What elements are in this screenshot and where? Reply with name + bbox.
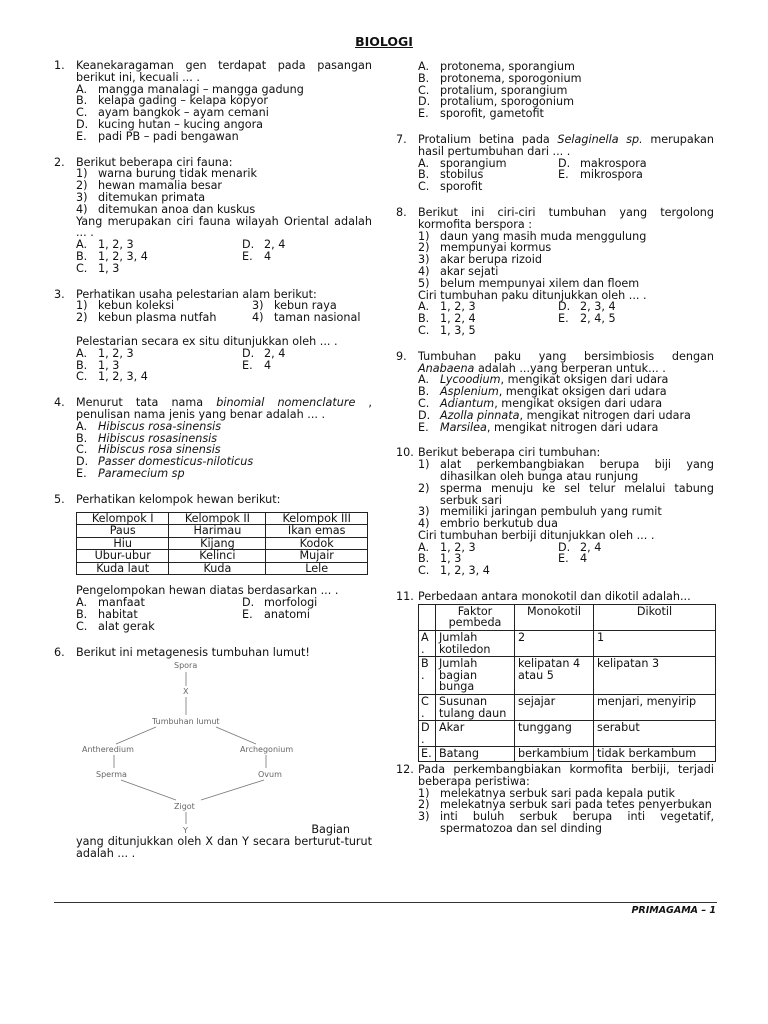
option-c[interactable]: C. protalium, sporangium <box>418 83 568 97</box>
option-b[interactable]: B. 1, 3 <box>418 552 462 566</box>
table-row: Kelompok I Kelompok II Kelompok III <box>77 512 368 525</box>
question-6-options <box>396 61 714 120</box>
diagram-label-spora: Spora <box>174 661 198 671</box>
option-e[interactable]: E. 4 <box>558 552 588 566</box>
option-a[interactable]: A. 1, 2, 3 <box>76 238 134 252</box>
footer-divider <box>54 902 717 903</box>
question-tail: Bagian yang ditunjukkan oleh X dan Y secara berturut-turut adalah ... . <box>76 823 372 861</box>
option-e[interactable]: E. 4 <box>242 249 272 263</box>
options-grid <box>76 597 372 632</box>
diagram-label-y: Y <box>183 826 188 836</box>
question-1 <box>54 60 372 143</box>
question-number: 8. <box>396 205 407 219</box>
option-d[interactable]: D. Passer domesticus-niloticus <box>76 455 254 469</box>
question-number: 3. <box>54 287 65 301</box>
list-item: 1) daun yang masih muda menggulung <box>418 229 647 243</box>
options-grid <box>418 158 714 193</box>
diagram-label-tumbuhan-lumut: Tumbuhan lumut <box>152 717 220 727</box>
list-item: 1) alat perkembangbiakan berupa biji yang dihasilkan oleh bunga atau runjung <box>418 458 714 483</box>
option-a[interactable]: A. sporangium <box>418 156 507 170</box>
option-d[interactable]: D. morfologi <box>242 596 318 610</box>
question-number: 2. <box>54 155 65 169</box>
options-grid <box>76 348 372 383</box>
table-row: C . Susunan tulang daun sejajar menjari, menyirip <box>419 695 716 721</box>
question-number: 9. <box>396 349 407 363</box>
diagram-label-ovum: Ovum <box>258 770 282 780</box>
question-prompt: Pengelompokan hewan diatas berdasarkan ... . <box>76 584 339 598</box>
option-b[interactable]: B. 1, 3 <box>76 358 120 372</box>
list-item: 2) kebun plasma nutfah <box>76 311 217 325</box>
diagram-label-antheridium: Antheredium <box>82 745 134 755</box>
list-item: 3) kebun raya <box>252 299 337 313</box>
option-text: ayam bangkok – ayam cemani <box>98 106 269 120</box>
option-c[interactable]: C. 1, 2, 3, 4 <box>76 370 148 384</box>
question-7 <box>396 134 714 193</box>
diagram-label-sperma: Sperma <box>96 770 127 780</box>
table-row: Kuda laut Kuda Lele <box>77 562 368 575</box>
list-item: 3) inti buluh serbuk berupa inti vegetatif, spermatozoa dan sel dinding <box>418 810 714 835</box>
option-c[interactable]: C. sporofit <box>418 180 483 194</box>
table-row: Ubur-ubur Kelinci Mujair <box>77 550 368 563</box>
option-c[interactable]: C. 1, 3 <box>76 261 120 275</box>
option-a[interactable]: A. protonema, sporangium <box>418 60 575 73</box>
question-stem: Perhatikan usaha pelestarian alam berikut: <box>76 287 317 301</box>
question-stem: Keanekaragaman gen terdapat pada pasangan berikut ini, kecuali ... . <box>76 59 372 84</box>
question-5 <box>54 494 372 633</box>
option-key: A. <box>76 82 88 96</box>
option-d[interactable]: D. 2, 4 <box>242 238 286 252</box>
question-number: 7. <box>396 132 407 146</box>
list-item: 3) akar berupa rizoid <box>418 253 542 267</box>
diagram-label-x: X <box>183 687 189 697</box>
question-8 <box>396 207 714 337</box>
option-b[interactable]: B. Asplenium, mengikat oksigen dari udara <box>418 385 667 399</box>
option-text: padi PB – padi bengawan <box>98 129 239 143</box>
question-prompt: Yang merupakan ciri fauna wilayah Oriental adalah ... . <box>76 214 372 240</box>
question-2 <box>54 157 372 275</box>
option-e[interactable]: E. 2, 4, 5 <box>558 312 616 326</box>
diagram-label-zigot: Zigot <box>174 802 195 812</box>
option-c[interactable]: C. Hibiscus rosa sinensis <box>76 443 221 457</box>
question-stem: Berikut ini ciri-ciri tumbuhan yang tergolong kormofita berspora : <box>418 205 714 231</box>
list-item: 1) melekatnya serbuk sari pada kepala putik <box>418 786 675 800</box>
option-d[interactable]: D. 2, 4 <box>558 540 602 554</box>
items-grid <box>76 300 372 324</box>
diagram-label-archegonium: Archegonium <box>240 745 294 755</box>
question-stem: Protalium betina pada Selaginella sp. merupakan hasil pertumbuhan dari ... . <box>418 132 714 158</box>
question-6 <box>54 647 372 860</box>
left-column <box>54 60 372 860</box>
question-12 <box>396 764 714 835</box>
option-key: C. <box>76 106 88 120</box>
question-prompt: Ciri tumbuhan berbiji ditunjukkan oleh ... . <box>418 528 655 542</box>
option-e[interactable]: E. 4 <box>242 358 272 372</box>
list-item: 2) mempunyai kormus <box>418 241 552 255</box>
question-number: 5. <box>54 492 65 506</box>
table-row: Paus Harimau Ikan emas <box>77 525 368 538</box>
option-key: E. <box>76 129 87 143</box>
table-row: Hiu Kijang Kodok <box>77 537 368 550</box>
question-number: 12. <box>396 763 414 776</box>
options-grid <box>418 301 714 336</box>
question-4 <box>54 397 372 480</box>
option-text: kucing hutan – kucing angora <box>98 117 264 131</box>
option-d[interactable]: D. 2, 4 <box>242 346 286 360</box>
question-prompt: Pelestarian secara ex situ ditunjukkan oleh ... . <box>76 334 338 348</box>
list-item: 1) kebun koleksi <box>76 299 175 313</box>
option-b[interactable]: B. Hibiscus rosasinensis <box>76 431 218 445</box>
list-item: 5) belum mempunyai xilem dan floem <box>418 276 640 290</box>
option-c[interactable]: C. 1, 2, 3, 4 <box>418 564 490 578</box>
option-a[interactable]: A. 1, 2, 3 <box>76 346 134 360</box>
list-item: 4) akar sejati <box>418 264 499 278</box>
list-item: 4) taman nasional <box>252 311 361 325</box>
option-text: kelapa gading – kelapa kopyor <box>98 94 269 108</box>
table-row: A . Jumlah kotiledon 2 1 <box>419 631 716 657</box>
question-stem: Berikut beberapa ciri fauna: <box>76 155 233 169</box>
option-e[interactable]: E. mikrospora <box>558 168 643 182</box>
option-key: D. <box>76 117 89 131</box>
page-footer: PRIMAGAMA – 1 <box>631 905 716 916</box>
option-a[interactable]: A. 1, 2, 3 <box>418 300 476 314</box>
list-item: 3) ditemukan primata <box>76 190 206 204</box>
question-9 <box>396 351 714 434</box>
table-row: D . Akar tunggang serabut <box>419 721 716 747</box>
option-key: B. <box>76 94 88 108</box>
list-item: 1) warna burung tidak menarik <box>76 167 257 181</box>
option-text: mangga manalagi – mangga gadung <box>98 82 304 96</box>
question-number: 6. <box>54 645 65 659</box>
option-a[interactable]: A. Lycoodium, mengikat oksigen dari udara <box>418 373 669 387</box>
question-10 <box>396 447 714 577</box>
option-a[interactable]: A. 1, 2, 3 <box>418 540 476 554</box>
question-number: 4. <box>54 396 65 410</box>
option-d[interactable]: D. 2, 3, 4 <box>558 300 616 314</box>
option-c[interactable]: C. Adiantum, mengikat oksigen dari udara <box>418 396 663 410</box>
list-item: 3) memiliki jaringan pembuluh yang rumit <box>418 505 662 519</box>
metagenesis-diagram <box>76 660 376 838</box>
page-title: BIOLOGI <box>355 34 413 49</box>
question-11 <box>396 591 714 762</box>
question-3 <box>54 289 372 384</box>
list-item: 2) melekatnya serbuk sari pada tetes penyerbukan <box>418 798 712 812</box>
option-b[interactable]: B. habitat <box>76 608 138 622</box>
option-b[interactable]: B. protonema, sporogonium <box>418 71 582 85</box>
option-b[interactable]: B. 1, 2, 3, 4 <box>76 249 148 263</box>
list-item: 4) embrio berkutub dua <box>418 517 558 531</box>
option-a[interactable]: A. manfaat <box>76 596 145 610</box>
option-e[interactable]: E. Marsilea, mengikat nitrogen dari udara <box>418 420 659 434</box>
question-stem: Berikut ini metagenesis tumbuhan lumut! <box>76 645 310 659</box>
option-d[interactable]: D. protalium, sporogonium <box>418 95 574 109</box>
list-item: 2) hewan mamalia besar <box>76 179 223 193</box>
option-d[interactable]: D. Azolla pinnata, mengikat nitrogen dari udara <box>418 408 691 422</box>
list-item: 4) ditemukan anoa dan kuskus <box>76 202 256 216</box>
question-stem: Tumbuhan paku yang bersimbiosis dengan Anabaena adalah ...yang berperan untuk... . <box>418 349 714 375</box>
option-c[interactable]: C. 1, 3, 5 <box>418 323 476 337</box>
monocot-dicot-table <box>418 604 716 762</box>
question-stem: Pada perkembangbiakan kormofita berbiji, terjadi beberapa peristiwa: <box>418 763 714 788</box>
option-b[interactable]: B. stobilus <box>418 168 484 182</box>
options-grid <box>76 239 372 274</box>
option-c[interactable]: C. alat gerak <box>76 619 155 633</box>
question-number: 1. <box>54 59 65 72</box>
question-stem: Berikut beberapa ciri tumbuhan: <box>418 446 601 460</box>
option-e[interactable] <box>76 131 372 143</box>
option-e[interactable]: E. sporofit, gametofit <box>418 107 544 121</box>
options-grid <box>418 542 714 577</box>
question-stem: Perhatikan kelompok hewan berikut: <box>76 492 281 506</box>
option-a[interactable]: A. Hibiscus rosa-sinensis <box>76 419 222 433</box>
question-number: 11. <box>396 590 414 604</box>
question-stem: Menurut tata nama binomial nomenclature , penulisan nama jenis yang benar adalah ... . <box>76 396 372 421</box>
question-prompt: Ciri tumbuhan paku ditunjukkan oleh ... . <box>418 288 647 302</box>
question-stem: Perbedaan antara monokotil dan dikotil adalah... <box>418 590 691 604</box>
option-b[interactable]: B. 1, 2, 4 <box>418 312 476 326</box>
table-row: B . Jumlah bagian bunga kelipatan 4 atau 5 kelipatan 3 <box>419 657 716 695</box>
option-e[interactable]: E. Paramecium sp <box>76 466 185 480</box>
option-d[interactable]: D. makrospora <box>558 156 647 170</box>
list-item: 2) sperma menuju ke sel telur melalui tabung serbuk sari <box>418 481 714 507</box>
option-e[interactable]: E. anatomi <box>242 608 311 622</box>
right-column <box>396 61 714 835</box>
table-row: Faktor pembeda Monokotil Dikotil <box>419 604 716 630</box>
table-row: E. Batang berkambium tidak berkambum <box>419 747 716 762</box>
question-number: 10. <box>396 446 414 460</box>
animal-groups-table <box>76 512 368 576</box>
